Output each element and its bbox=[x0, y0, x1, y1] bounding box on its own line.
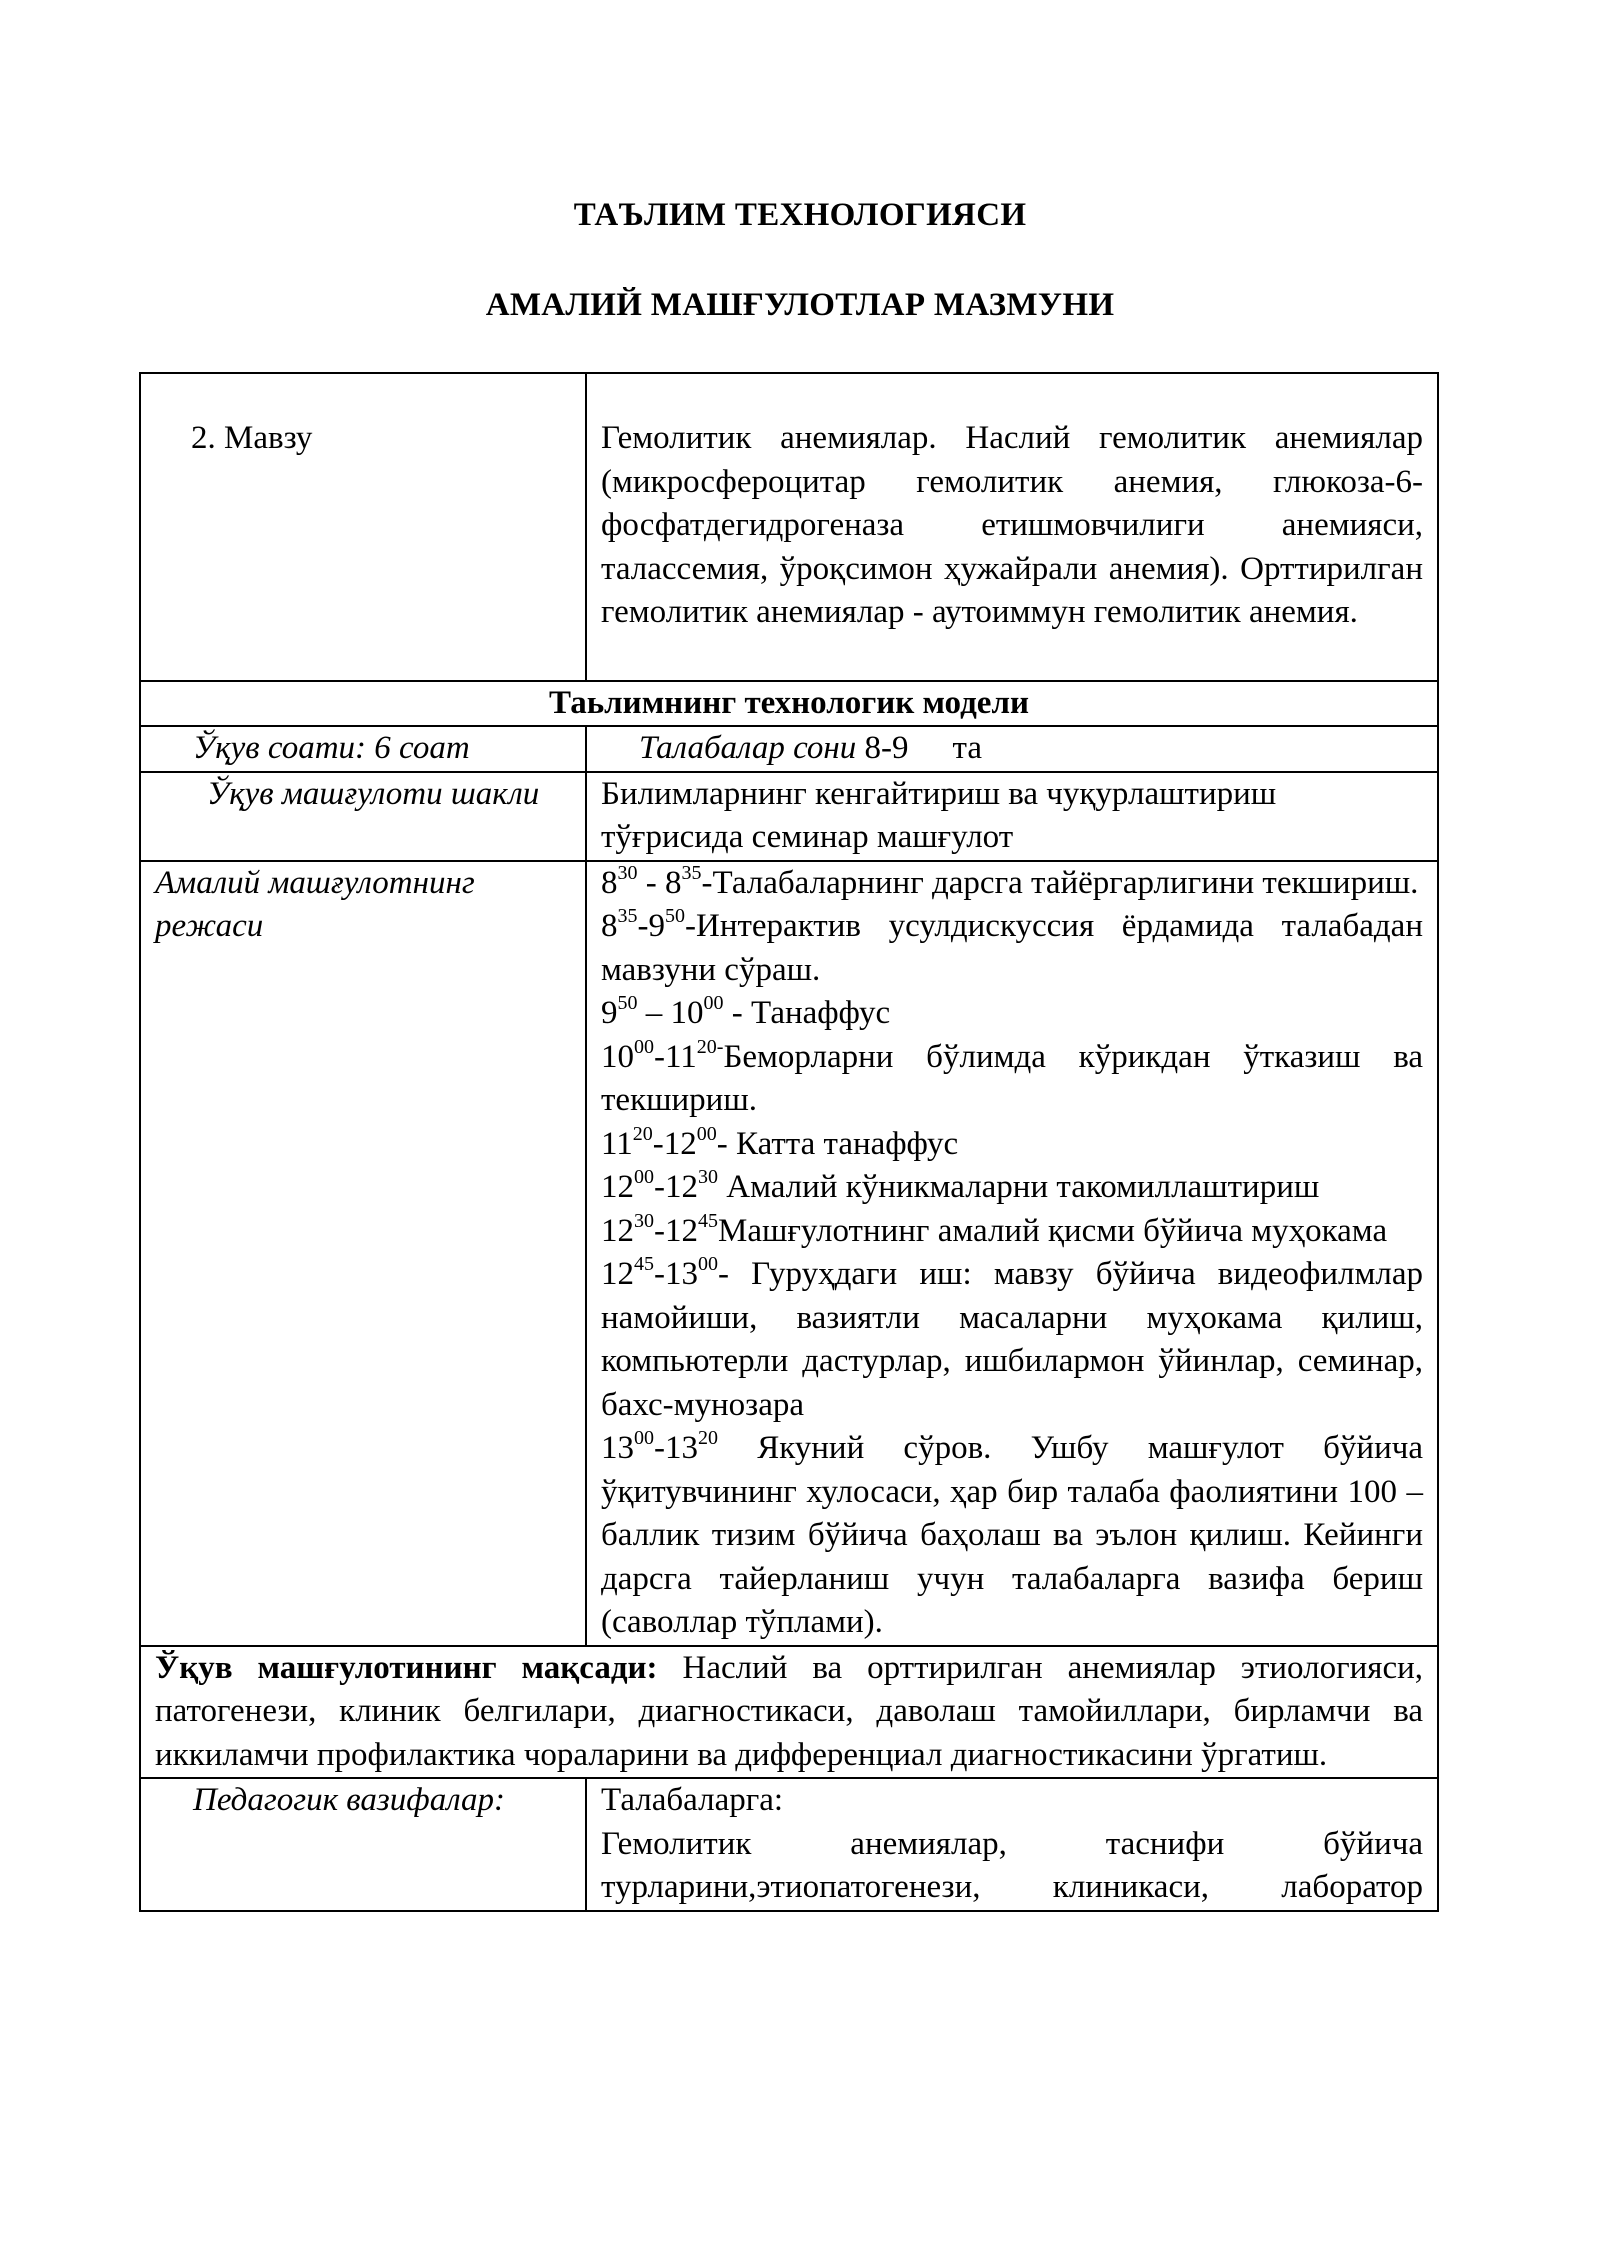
plan-item bbox=[601, 905, 1423, 992]
plan-item bbox=[601, 1210, 1423, 1254]
plan-time-end: 8 bbox=[665, 864, 682, 901]
plan-time-start: 8 bbox=[601, 864, 618, 901]
form-label-cell bbox=[140, 772, 586, 861]
plan-time-separator: - bbox=[654, 1212, 665, 1249]
plan-time-end-minutes: 00 bbox=[696, 1122, 717, 1145]
tasks-row bbox=[140, 1778, 1438, 1911]
plan-time-start: 11 bbox=[601, 1125, 633, 1162]
document-subtitle: АМАЛИЙ МАШҒУЛОТЛАР МАЗМУНИ bbox=[485, 287, 1115, 323]
topic-text: Гемолитик анемиялар. Наслий гемолитик анемиялар (микросфероцитар гемолитик анемия, глюкоза-6-фосфатдегидрогеназа етишмовчилиги анемияси, талассемия, ўроқсимон ҳужайрали анемия). Орттирилган гемолитик анемиялар - аутоиммун гемолитик анемия. bbox=[586, 373, 1438, 681]
plan-time-end: 12 bbox=[665, 1169, 698, 1205]
form-value: Билимларнинг кенгайтириш ва чуқурлаштириш тўғрисида семинар машғулот bbox=[586, 772, 1438, 861]
plan-time-separator: - bbox=[652, 1125, 664, 1162]
plan-time-end-minutes: 20- bbox=[696, 1035, 724, 1058]
goal-cell bbox=[140, 1646, 1438, 1779]
document-title: ТАЪЛИМ ТЕХНОЛОГИЯСИ bbox=[573, 197, 1027, 233]
plan-cell bbox=[586, 861, 1438, 1646]
plan-item-text: -Талабаларнинг дарсга тайёргарлигини текшириш. bbox=[701, 864, 1419, 901]
plan-item bbox=[601, 862, 1423, 906]
plan-time-start: 10 bbox=[601, 1038, 634, 1075]
topic-label: 2. Мавзу bbox=[140, 373, 586, 681]
plan-time-end-minutes: 00 bbox=[698, 1253, 718, 1275]
plan-item-text: - Гуруҳдаги иш: мавзу бўйича видеофилмлар намойиши, вазиятли масаларни муҳокама қилиш, компьютерли дастурлар, ишбилармон ўйинлар, семинар, бахс-мунозара bbox=[601, 1256, 1423, 1423]
plan-time-end: 9 bbox=[648, 908, 665, 944]
plan-item-text: Якуний сўров. Ушбу машғулот бўйича ўқитувчининг хулосаси, ҳар бир талаба фаолиятини 100 – баллик тизим бўйича баҳолаш ва эълон қилиш. Кейинги дарсга тайерланиш учун талабаларга вазифа бериш (саволлар тўплами). bbox=[601, 1430, 1423, 1640]
plan-time-start: 12 bbox=[601, 1212, 634, 1249]
tasks-intro: Талабаларга: bbox=[601, 1782, 784, 1818]
plan-time-separator: - bbox=[654, 1256, 665, 1292]
hours-label: Ўқув соати: 6 соат bbox=[140, 726, 586, 772]
hours-row bbox=[140, 726, 1438, 772]
plan-item-text: -Интерактив усулдискуссия ёрдамида талабадан мавзуни сўраш. bbox=[601, 908, 1423, 988]
plan-item bbox=[601, 1123, 1423, 1167]
plan-item-text: - Танаффус bbox=[723, 995, 891, 1031]
plan-item bbox=[601, 1166, 1423, 1210]
form-row bbox=[140, 772, 1438, 861]
plan-time-start-minutes: 20 bbox=[632, 1122, 653, 1145]
plan-time-end: 11 bbox=[665, 1038, 697, 1075]
goal-label: Ўқув машғулотининг мақсади: bbox=[155, 1649, 658, 1686]
plan-item bbox=[601, 1427, 1423, 1645]
plan-time-end: 13 bbox=[665, 1256, 698, 1292]
students-cell bbox=[586, 726, 1438, 772]
plan-time-start-minutes: 00 bbox=[634, 1427, 654, 1449]
plan-item-text: Беморларни бўлимда кўрикдан ўтказиш ва текшириш. bbox=[601, 1038, 1423, 1118]
model-header: Таьлимнинг технологик модели bbox=[140, 681, 1438, 727]
plan-item-text: - Катта танаффус bbox=[716, 1125, 959, 1162]
plan-time-start: 12 bbox=[601, 1169, 634, 1205]
plan-time-start-minutes: 30 bbox=[617, 861, 638, 884]
plan-time-separator: - bbox=[654, 1430, 665, 1466]
plan-time-separator: - bbox=[654, 1169, 665, 1205]
plan-time-separator: - bbox=[637, 864, 665, 901]
form-label: Ўқув машғулоти шакли bbox=[207, 775, 540, 812]
students-label: Талабалар сони bbox=[639, 730, 857, 766]
plan-item-text: Амалий кўникмаларни такомиллаштириш bbox=[718, 1169, 1320, 1205]
plan-time-start-minutes: 35 bbox=[617, 905, 638, 927]
tasks-text: Гемолитик анемиялар, таснифи бўйича турларини,этиопатогенези, клиникаси, лаборатор bbox=[601, 1825, 1423, 1905]
plan-time-start-minutes: 45 bbox=[634, 1253, 654, 1275]
plan-time-start-minutes: 00 bbox=[634, 1166, 654, 1188]
students-value: 8-9 bbox=[864, 730, 909, 766]
plan-time-separator: - bbox=[654, 1038, 665, 1075]
plan-time-end-minutes: 00 bbox=[703, 992, 724, 1014]
model-header-row bbox=[140, 681, 1438, 727]
plan-item-text: Машғулотнинг амалий қисми бўйича муҳокама bbox=[718, 1212, 1388, 1249]
students-unit: та bbox=[952, 730, 983, 766]
goal-row bbox=[140, 1646, 1438, 1779]
plan-time-start-minutes: 50 bbox=[617, 992, 638, 1014]
plan-time-end: 12 bbox=[663, 1125, 697, 1162]
plan-time-start-minutes: 00 bbox=[634, 1035, 654, 1058]
plan-time-end: 12 bbox=[665, 1212, 698, 1249]
plan-time-start: 13 bbox=[601, 1430, 634, 1466]
plan-item bbox=[601, 992, 1423, 1036]
plan-time-start: 8 bbox=[601, 908, 618, 944]
plan-label: Амалий машғулотнинг режаси bbox=[140, 861, 586, 1646]
topic-row bbox=[140, 373, 1438, 681]
plan-time-start: 9 bbox=[601, 995, 618, 1031]
tasks-label: Педагогик вазифалар: bbox=[140, 1778, 586, 1911]
plan-time-end: 10 bbox=[670, 995, 704, 1031]
plan-item bbox=[601, 1253, 1423, 1427]
plan-time-end-minutes: 20 bbox=[698, 1427, 718, 1449]
plan-time-end-minutes: 50 bbox=[665, 905, 685, 927]
plan-time-end-minutes: 30 bbox=[698, 1166, 718, 1188]
plan-row bbox=[140, 861, 1438, 1646]
plan-time-end: 13 bbox=[665, 1430, 698, 1466]
plan-item bbox=[601, 1036, 1423, 1123]
plan-time-separator: - bbox=[637, 908, 649, 944]
lesson-table bbox=[139, 372, 1439, 1912]
plan-time-separator: – bbox=[637, 995, 671, 1031]
plan-time-start: 12 bbox=[601, 1256, 634, 1292]
plan-time-end-minutes: 35 bbox=[681, 861, 702, 884]
plan-time-start-minutes: 30 bbox=[634, 1209, 654, 1232]
goal-text: Наслий ва орттирилган анемиялар этиологияси, патогенези, клиник белгилари, диагностикаси, даволаш тамойиллари, бирламчи ва иккиламчи профилактика чораларини ва дифференциал диагностикасини ўргатиш. bbox=[155, 1649, 1424, 1773]
tasks-cell bbox=[586, 1778, 1438, 1911]
plan-time-end-minutes: 45 bbox=[698, 1209, 718, 1232]
